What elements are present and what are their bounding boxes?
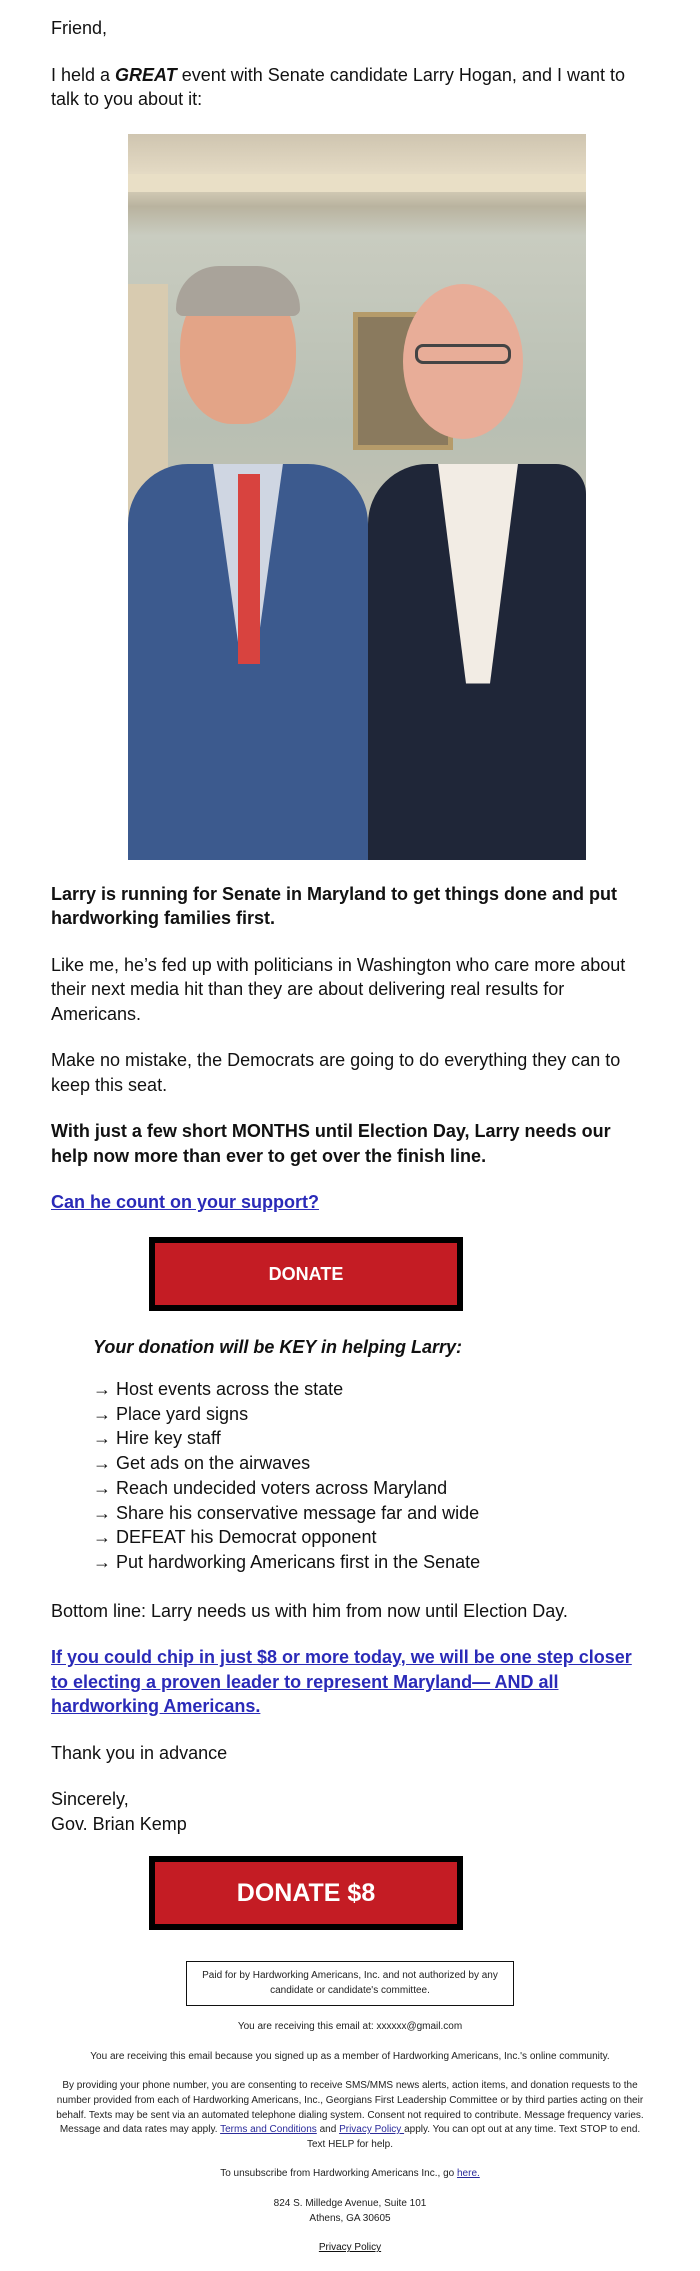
impact-list: [93, 1377, 651, 1575]
email-body: [51, 16, 651, 1930]
unsubscribe-text: To unsubscribe from Hardworking Americans Inc., go: [220, 2168, 457, 2180]
signoff: Sincerely,: [51, 1789, 129, 1810]
photo-head-left: [180, 274, 296, 424]
list-item: → Host events across the state: [93, 1379, 344, 1399]
paragraph-months: With just a few short MONTHS until Election Day, Larry needs our help now more than ever to get over the finish line.: [51, 1121, 611, 1166]
terms-link[interactable]: Terms and Conditions: [220, 2124, 317, 2136]
list-item: → DEFEAT his Democrat opponent: [93, 1527, 377, 1548]
paragraph-fed-up: Like me, he’s fed up with politicians in Washington who care more about their next media hit than they are about delivering real results for Americans.: [51, 954, 626, 1024]
photo-head-right: [403, 284, 523, 439]
privacy-inline-link[interactable]: Privacy Policy: [339, 2124, 405, 2136]
greeting: Friend,: [51, 18, 108, 38]
list-item: → Share his conservative message far and wide: [93, 1502, 480, 1523]
address-line-1: 824 S. Milledge Avenue, Suite 101: [273, 2197, 427, 2209]
signature: Gov. Brian Kemp: [51, 1813, 187, 1834]
bottom-line: Bottom line: Larry needs us with him from now until Election Day.: [51, 1600, 568, 1621]
photo-person-right: [368, 464, 586, 860]
intro-paragraph: [51, 63, 651, 112]
paragraph-running: Larry is running for Senate in Maryland to get things done and put hardworking families first.: [51, 883, 618, 928]
support-link[interactable]: Can he count on your support?: [51, 1192, 319, 1212]
address-line-2: Athens, GA 30605: [309, 2212, 391, 2224]
list-item: → Get ads on the airwaves: [93, 1453, 311, 1474]
list-item: → Reach undecided voters across Maryland: [93, 1477, 448, 1498]
paragraph-no-mistake: Make no mistake, the Democrats are going to do everything they can to keep this seat.: [51, 1050, 621, 1095]
email-notice: You are receiving this email at: xxxxxx@gmail.com: [237, 2021, 463, 2033]
photo-person-left: [128, 464, 368, 860]
sms-text: By providing your phone number, you are consenting to receive SMS/MMS news alerts, action items, and donation requests to the number provided from each of Hardworking Americans, Inc., Georgians First Leadership Committee or by third parties acting on their behalf. Texts may be sent via an automated telephone dialing system. Consent not required to contribute. Message frequency varies. Message and data rates may apply.: [56, 2080, 644, 2136]
chip-in-link[interactable]: If you could chip in just $8 or more today, we will be one step closer to electing a proven leader to represent Maryland— AND all hardworking Americans.: [51, 1647, 632, 1717]
intro-text-end: event with Senate candidate Larry Hogan, and I want to talk to you about it:: [51, 64, 626, 109]
event-photo: [128, 134, 586, 860]
donate-button[interactable]: DONATE: [149, 1237, 463, 1311]
privacy-policy-link[interactable]: Privacy Policy: [318, 2242, 382, 2254]
list-item: → Place yard signs: [93, 1403, 249, 1424]
thanks: Thank you in advance: [51, 1742, 228, 1763]
intro-text: I held a: [51, 64, 116, 85]
intro-emphasis: GREAT: [115, 64, 177, 85]
donate-8-button[interactable]: DONATE $8: [149, 1856, 463, 1930]
sms-text-end: apply. You can opt out at any time. Text STOP to end. Text HELP for help.: [307, 2124, 641, 2150]
address: [0, 2197, 700, 2226]
unsubscribe-line: [0, 2167, 700, 2182]
and-text: and: [316, 2124, 340, 2136]
list-item: → Put hardworking Americans first in the Senate: [93, 1551, 481, 1572]
signup-reason: You are receiving this email because you signed up as a member of Hardworking Americans, Inc.'s online community.: [90, 2050, 610, 2062]
photo-ceiling: [128, 174, 586, 192]
footer: [0, 1961, 700, 2271]
key-heading: Your donation will be KEY in helping Larry:: [93, 1336, 463, 1357]
sms-consent: [50, 2079, 650, 2152]
unsubscribe-link[interactable]: here.: [456, 2168, 480, 2180]
disclaimer-box: Paid for by Hardworking Americans, Inc. and not authorized by any candidate or candidate's committee.: [186, 1961, 514, 2006]
list-item: → Hire key staff: [93, 1428, 221, 1449]
